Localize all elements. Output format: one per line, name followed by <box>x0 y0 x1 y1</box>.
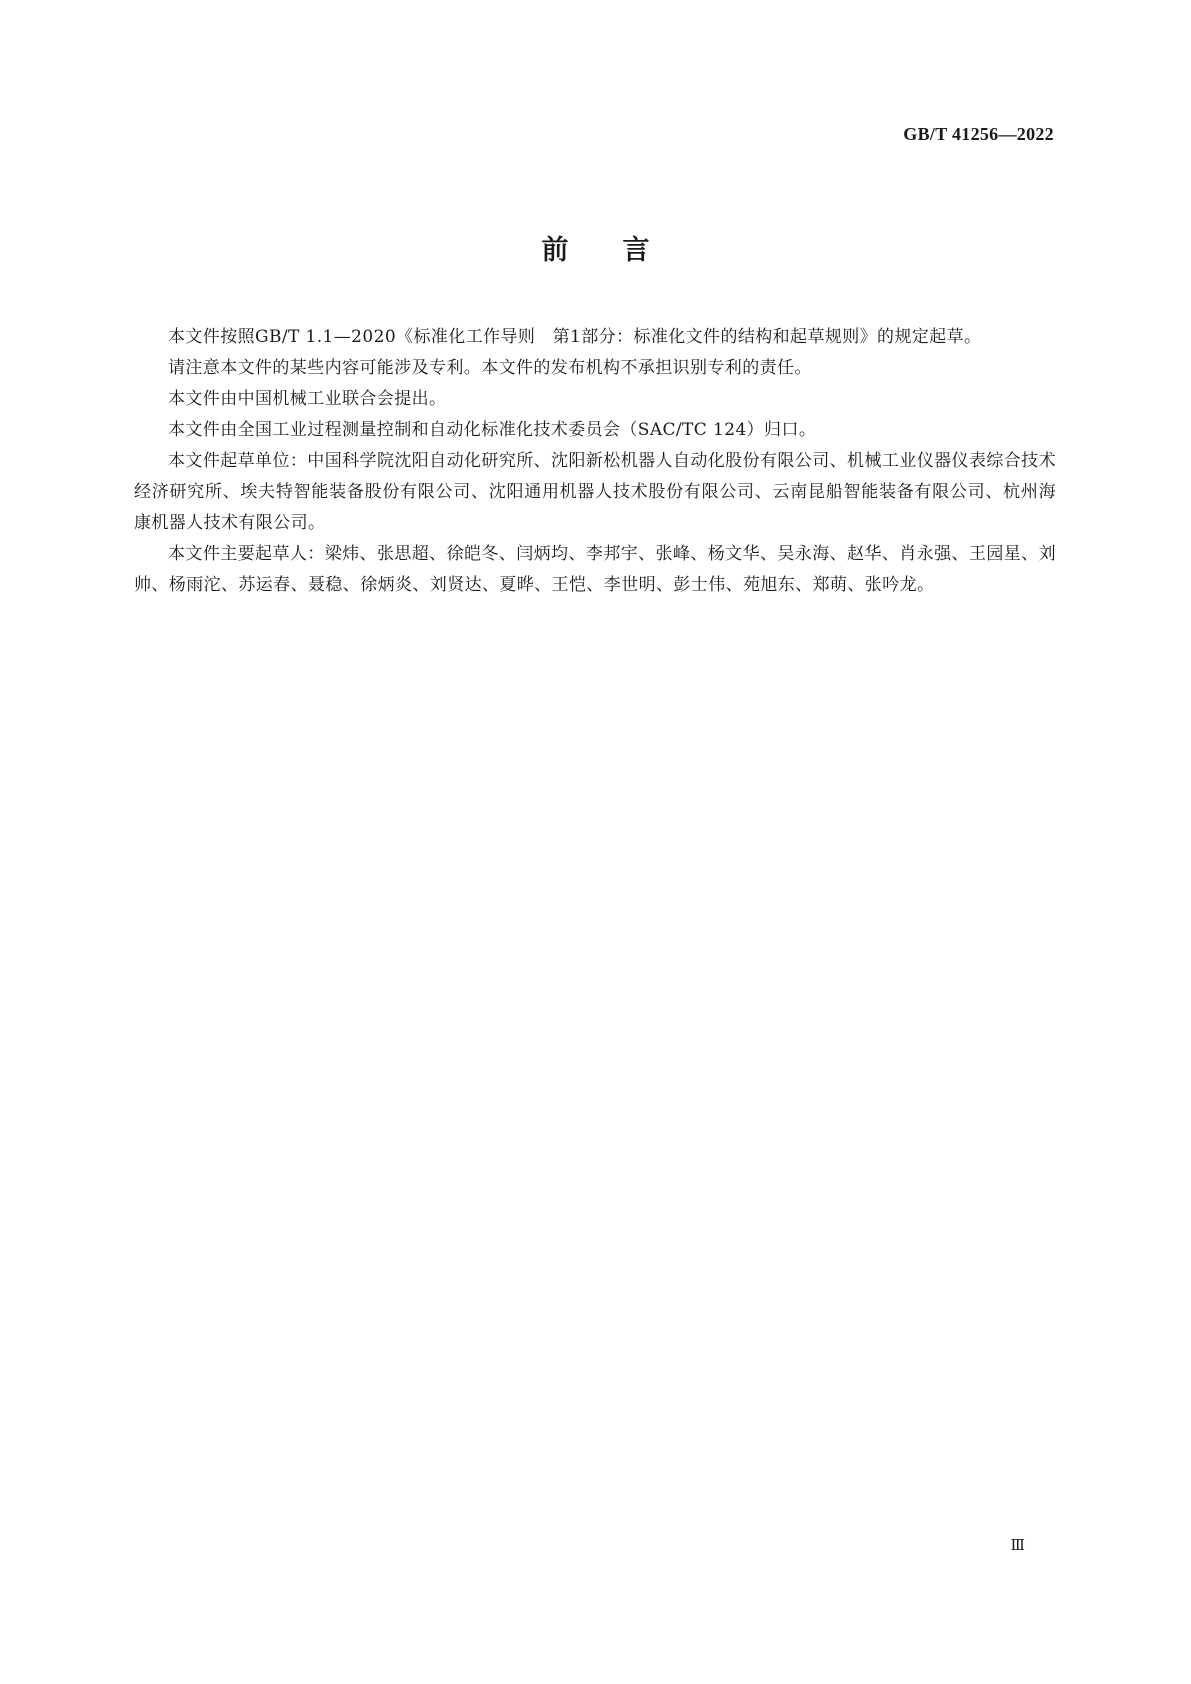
page-title: 前言 <box>541 235 704 266</box>
paragraph-drafting-units: 本文件起草单位：中国科学院沈阳自动化研究所、沈阳新松机器人自动化股份有限公司、机械工业仪器仪表综合技术经济研究所、埃夫特智能装备股份有限公司、沈阳通用机器人技术股份有限公司、云南昆船智能装备有限公司、杭州海康机器人技术有限公司。 <box>134 451 1056 533</box>
foreword-body <box>134 322 1056 601</box>
paragraph-drafters: 本文件主要起草人：梁炜、张思超、徐皑冬、闫炳均、李邦宇、张峰、杨文华、吴永海、赵华、肖永强、王园星、刘帅、杨雨沱、苏运春、聂稳、徐炳炎、刘贤达、夏晔、王恺、李世明、彭士伟、苑旭东、郑萌、张吟龙。 <box>134 544 1056 595</box>
paragraph-proposer: 本文件由中国机械工业联合会提出。 <box>168 389 447 409</box>
paragraph-committee: 本文件由全国工业过程测量控制和自动化标准化技术委员会（SAC/TC 124）归口。 <box>168 420 817 440</box>
page-number: Ⅲ <box>1010 1538 1025 1554</box>
paragraph-patent-notice: 请注意本文件的某些内容可能涉及专利。本文件的发布机构不承担识别专利的责任。 <box>168 358 812 378</box>
standard-code: GB/T 41256—2022 <box>903 124 1054 144</box>
paragraph-drafting-rules: 本文件按照GB/T 1.1—2020《标准化工作导则 第1部分：标准化文件的结构和起草规则》的规定起草。 <box>168 327 982 347</box>
